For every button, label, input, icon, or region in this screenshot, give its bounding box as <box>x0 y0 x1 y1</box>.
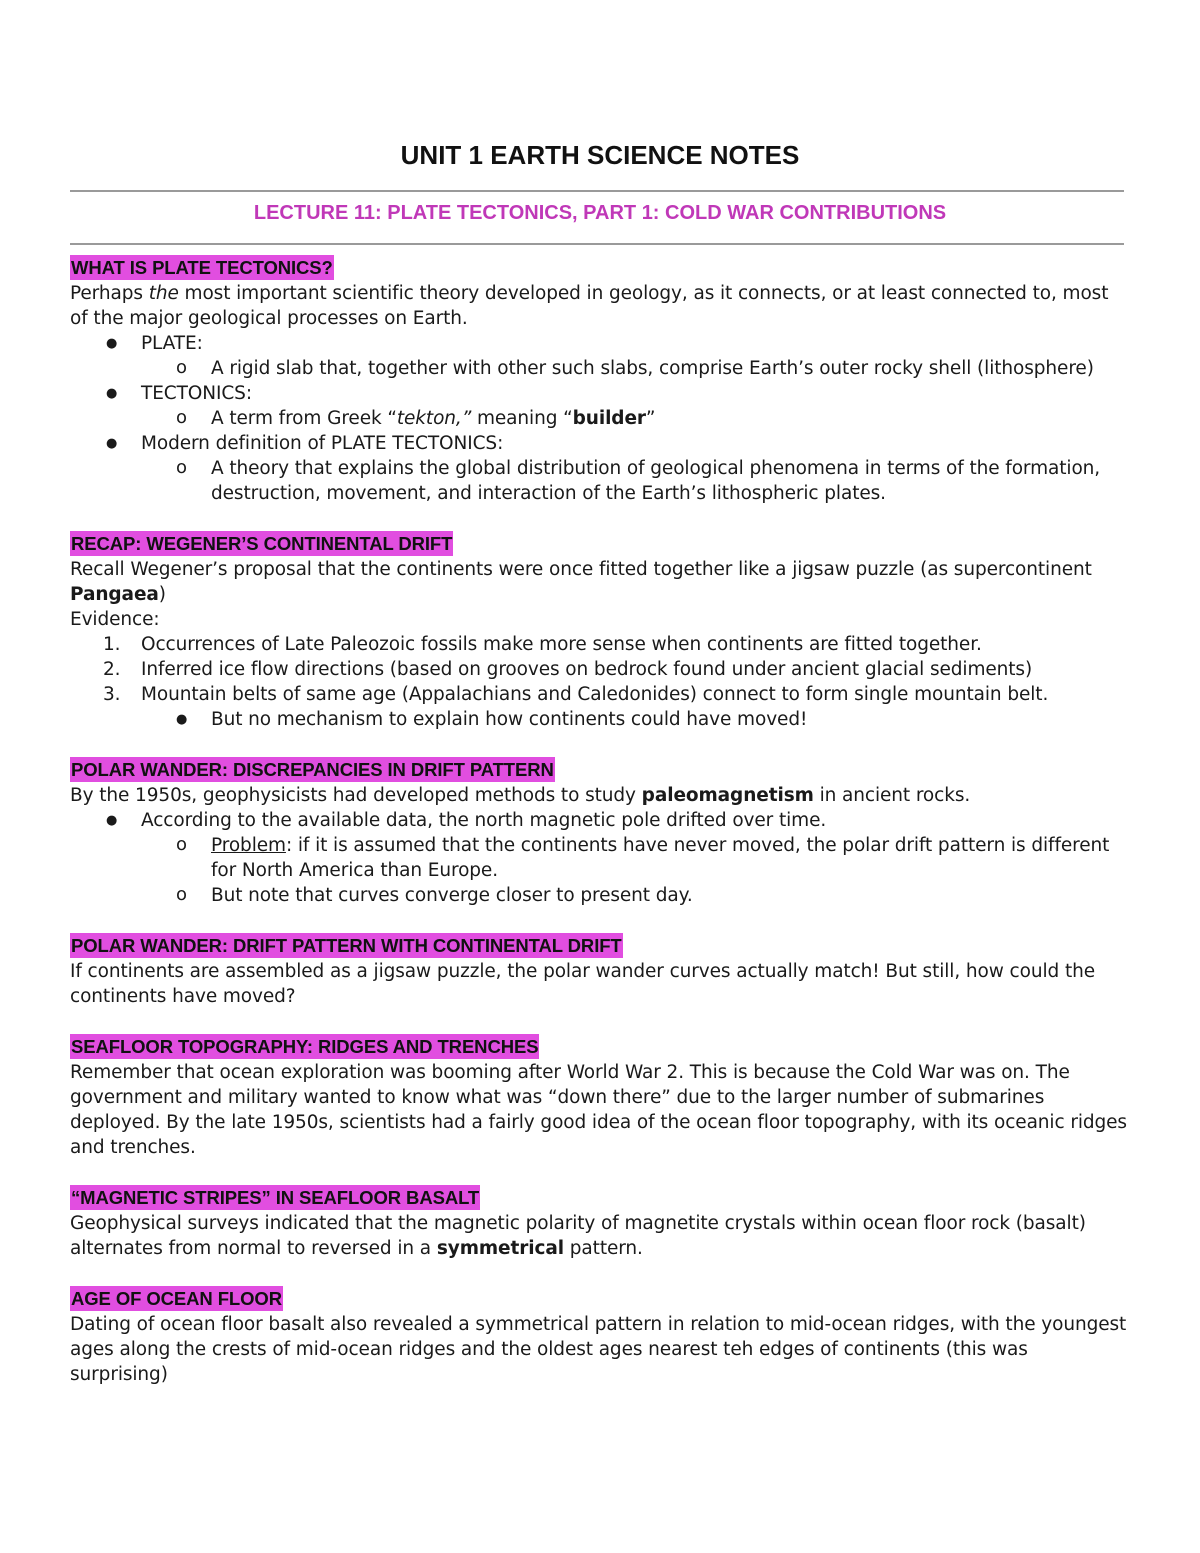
list-item: ● According to the available data, the north magnetic pole drifted over time. <box>70 808 1130 833</box>
list-text: Occurrences of Late Paleozoic fossils make more sense when continents are fitted together. <box>141 634 982 655</box>
numbered-list <box>70 632 1130 732</box>
list-subitem <box>70 833 1130 883</box>
list-item: ● PLATE: <box>70 331 1130 356</box>
section-paragraph <box>70 1211 1130 1261</box>
section-paragraph <box>70 557 1130 607</box>
text-run: meaning “ <box>471 408 573 429</box>
section-seafloor-topography <box>70 1034 1130 1160</box>
text-run: Perhaps <box>70 283 149 304</box>
lecture-title: LECTURE 11: PLATE TECTONICS, PART 1: COLD WAR CONTRIBUTIONS <box>253 202 947 224</box>
text-run: ” <box>645 408 656 429</box>
bottom-divider <box>70 243 1124 245</box>
italic-text: tekton,” <box>396 408 472 429</box>
list-subitem: o A rigid slab that, together with other such slabs, comprise Earth’s outer rocky shell (lithosphere) <box>70 356 1130 381</box>
text-run: in ancient rocks. <box>813 785 971 806</box>
section-paragraph <box>70 783 1130 808</box>
bold-text: Pangaea <box>70 584 159 605</box>
text-run: : if it is assumed that the continents have never moved, the polar drift pattern is different for North America than Europe. <box>211 835 1110 881</box>
list-number: 1. <box>103 634 121 655</box>
list-item <box>70 682 1130 707</box>
list-number: 3. <box>103 684 121 705</box>
list-item: ● Modern definition of PLATE TECTONICS: <box>70 431 1130 456</box>
text-run: pattern. <box>564 1238 643 1259</box>
text-run: most important scientific theory developed in geology, as it connects, or at least connected to, most of the major geological processes on Earth. <box>70 283 1109 329</box>
section-heading: “MAGNETIC STRIPES” IN SEAFLOOR BASALT <box>71 1187 480 1208</box>
section-magnetic-stripes <box>70 1185 1130 1261</box>
bullet-list <box>70 808 1130 908</box>
section-polar-wander-discrepancies <box>70 757 1130 908</box>
bold-text: symmetrical <box>436 1238 564 1259</box>
text-run: By the 1950s, geophysicists had developed methods to study <box>70 785 642 806</box>
list-subitem: ● But no mechanism to explain how continents could have moved! <box>70 707 1130 732</box>
notes-body <box>70 255 1130 1412</box>
bold-text: builder <box>572 408 646 429</box>
section-heading: SEAFLOOR TOPOGRAPHY: RIDGES AND TRENCHES <box>71 1036 539 1057</box>
section-heading: AGE OF OCEAN FLOOR <box>71 1288 282 1309</box>
list-subitem: o A theory that explains the global distribution of geological phenomena in terms of the formation, destruction, movement, and interaction of the Earth’s lithospheric plates. <box>70 456 1130 506</box>
section-what-is-plate-tectonics <box>70 255 1130 506</box>
section-heading: RECAP: WEGENER’S CONTINENTAL DRIFT <box>71 533 453 554</box>
italic-text: the <box>148 283 179 304</box>
list-subitem <box>70 406 1130 431</box>
list-number: 2. <box>103 659 121 680</box>
section-heading: WHAT IS PLATE TECTONICS? <box>71 257 333 278</box>
text-run: A term from Greek “ <box>211 408 397 429</box>
section-heading: POLAR WANDER: DISCREPANCIES IN DRIFT PATTERN <box>71 759 554 780</box>
section-paragraph: Remember that ocean exploration was booming after World War 2. This is because the Cold War was on. The government and military wanted to know what was “down there” due to the larger number of submarines deployed. By the late 1950s, scientists had a fairly good idea of the ocean floor topography, with its oceanic ridges and trenches. <box>70 1062 1127 1158</box>
section-paragraph <box>70 281 1130 331</box>
list-text: Inferred ice flow directions (based on grooves on bedrock found under ancient glacial sediments) <box>141 659 1033 680</box>
underlined-text: Problem <box>211 835 286 856</box>
top-divider <box>70 190 1124 192</box>
list-text: Mountain belts of same age (Appalachians and Caledonides) connect to form single mountain belt. <box>141 684 1049 705</box>
list-item <box>70 632 1130 657</box>
section-wegener-drift <box>70 531 1130 732</box>
text-run: Recall Wegener’s proposal that the continents were once fitted together like a jigsaw puzzle (as supercontinent <box>70 559 1092 580</box>
list-item: ● TECTONICS: <box>70 381 1130 406</box>
bullet-list <box>70 331 1130 506</box>
text-run: Geophysical surveys indicated that the magnetic polarity of magnetite crystals within ocean floor rock (basalt) alternates from normal to reversed in a <box>70 1213 1086 1259</box>
section-polar-wander-drift <box>70 933 1130 1009</box>
section-age-of-ocean-floor <box>70 1286 1130 1387</box>
section-heading: POLAR WANDER: DRIFT PATTERN WITH CONTINENTAL DRIFT <box>71 935 622 956</box>
text-run: ) <box>158 584 166 605</box>
bold-text: paleomagnetism <box>641 785 814 806</box>
section-paragraph: If continents are assembled as a jigsaw puzzle, the polar wander curves actually match! But still, how could the continents have moved? <box>70 961 1095 1007</box>
section-paragraph: Dating of ocean floor basalt also revealed a symmetrical pattern in relation to mid-ocean ridges, with the youngest ages along the crests of mid-ocean ridges and the oldest ages nearest teh edges of continents (this was surprising) <box>70 1314 1127 1385</box>
list-item <box>70 657 1130 682</box>
document-title: UNIT 1 EARTH SCIENCE NOTES <box>400 140 800 170</box>
evidence-label: Evidence: <box>70 609 160 630</box>
list-subitem: o But note that curves converge closer to present day. <box>70 883 1130 908</box>
